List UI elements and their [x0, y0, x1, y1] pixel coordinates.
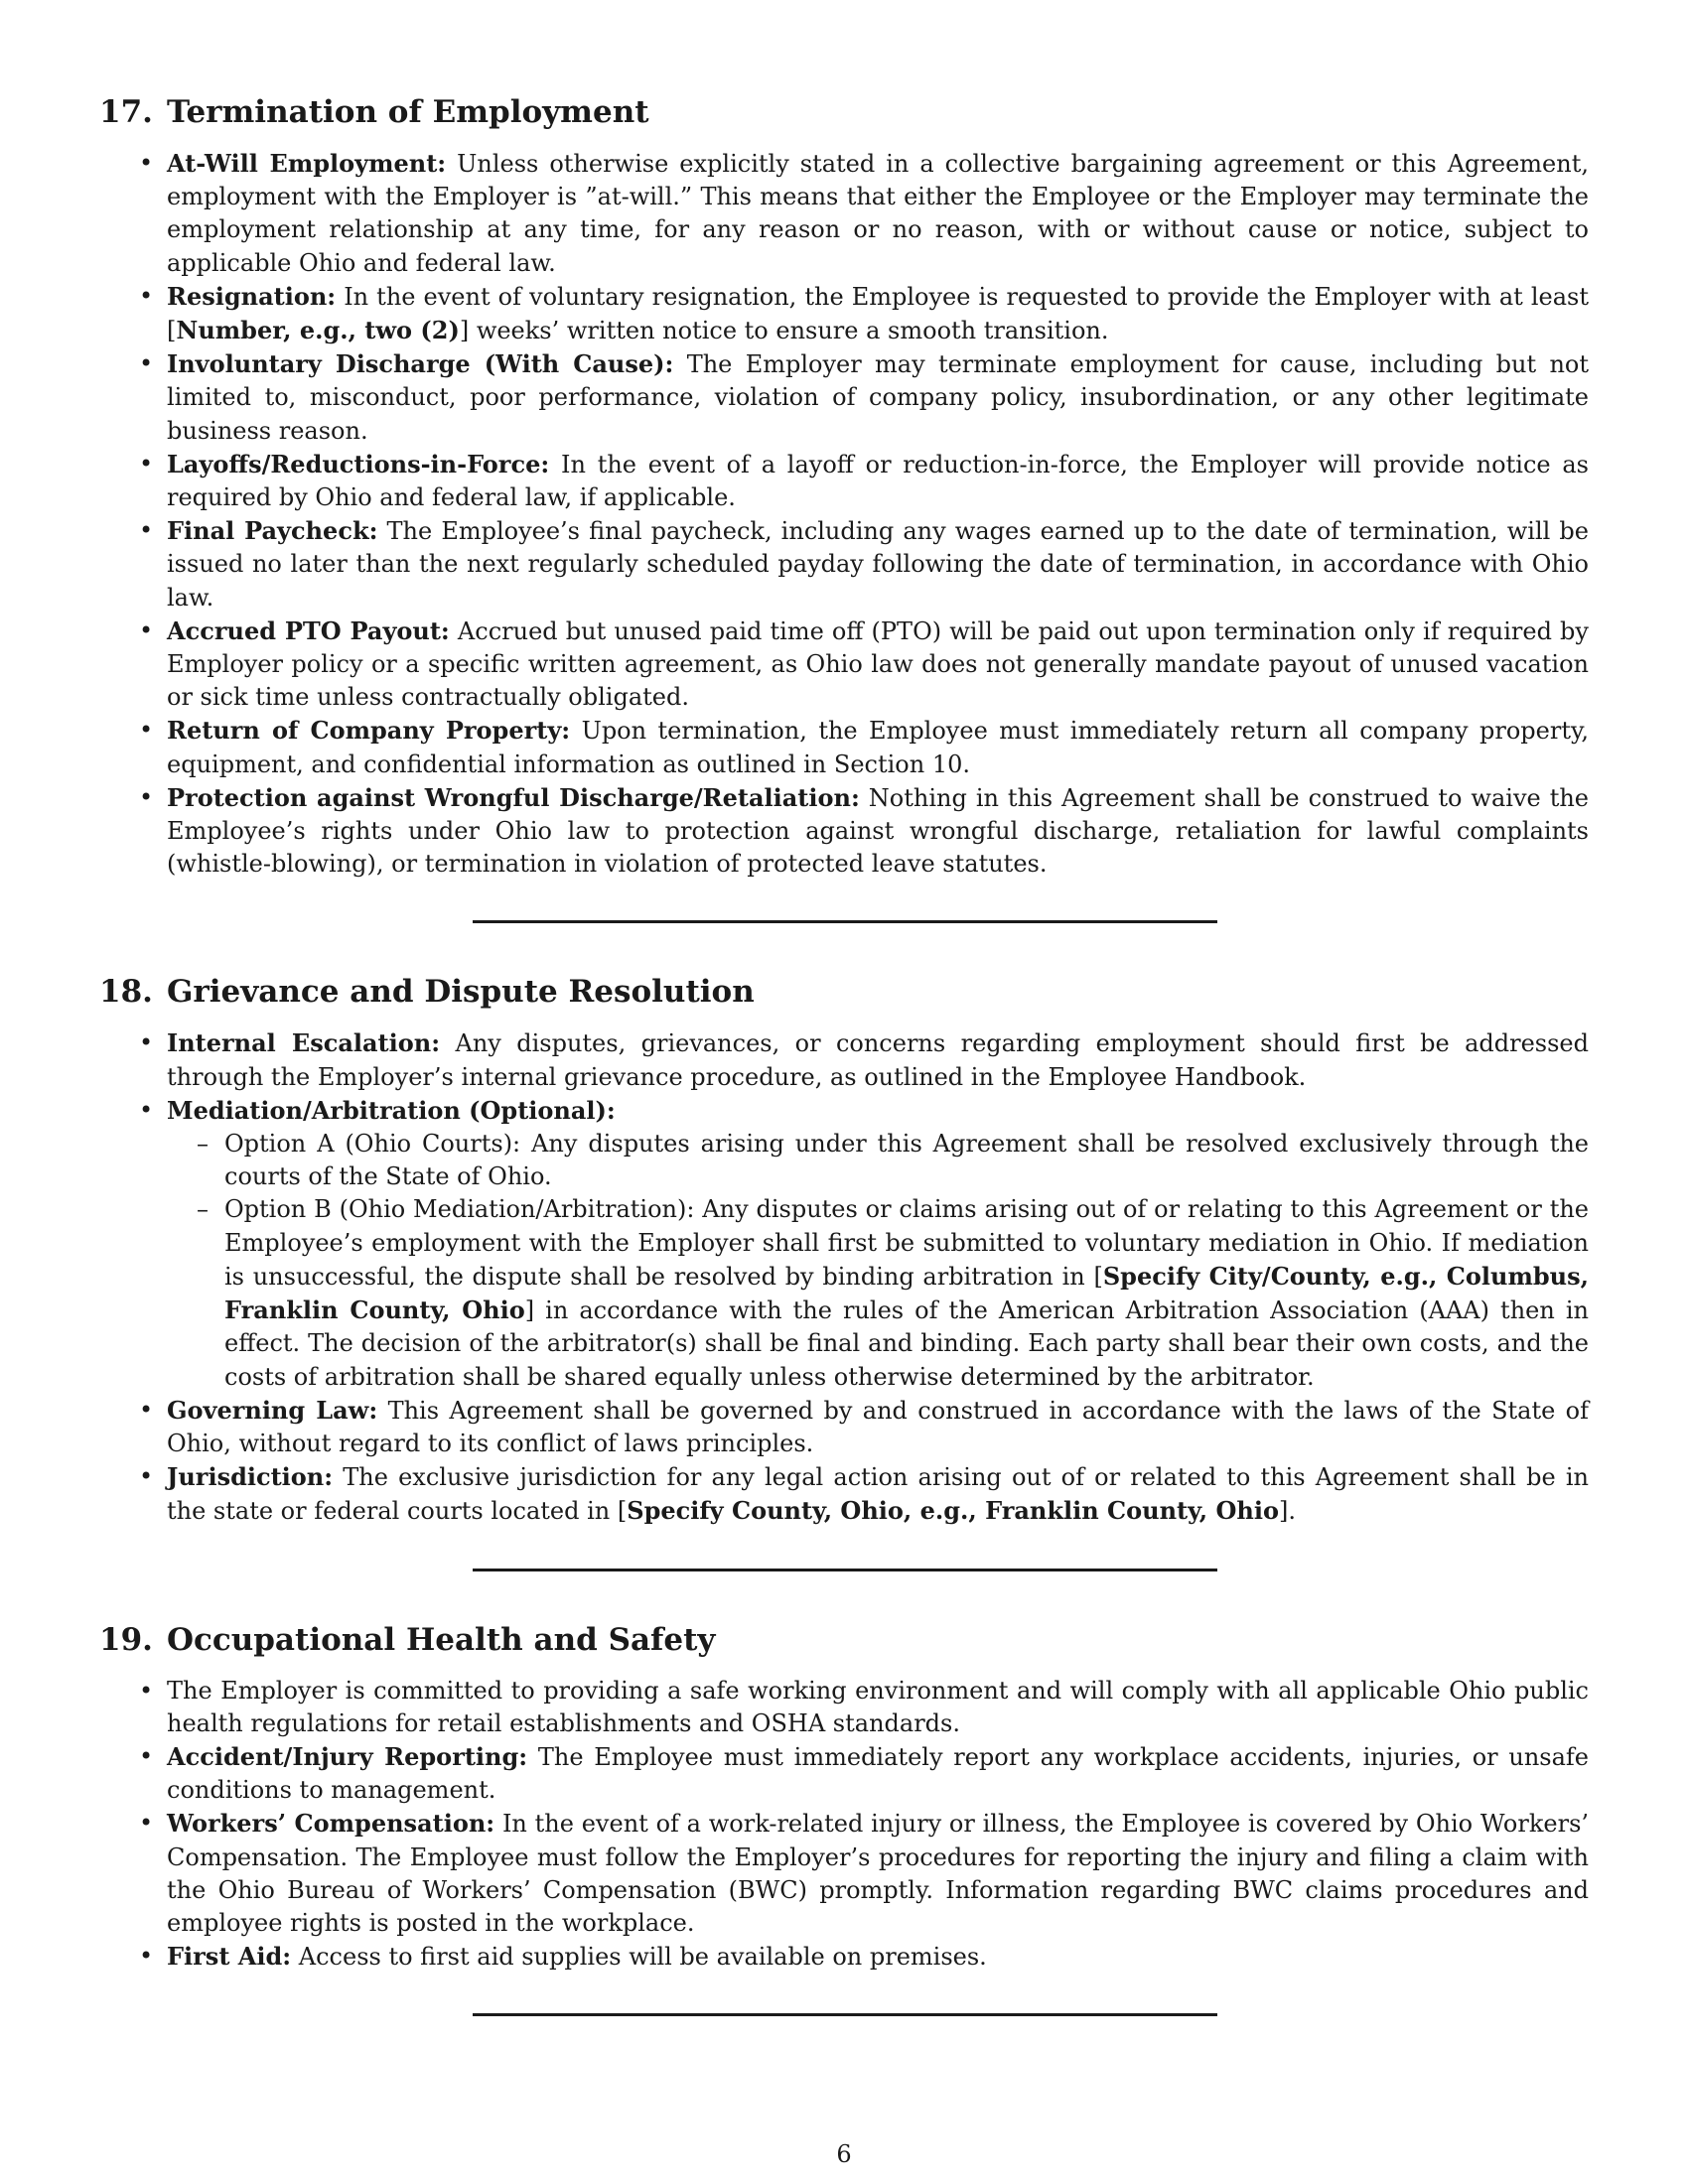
- list-item: [167, 614, 1589, 715]
- list-item: [167, 448, 1589, 514]
- list-item: [167, 714, 1589, 780]
- list-item: [167, 514, 1589, 614]
- item-label: Mediation/Arbitration (Optional):: [167, 1095, 616, 1125]
- item-label: Involuntary Discharge (With Cause):: [167, 349, 674, 379]
- item-text-continued: weeks’ written notice to ensure a smooth transition.: [476, 317, 1109, 345]
- item-text-continued: .: [1288, 1497, 1296, 1526]
- section-17: [99, 91, 1589, 923]
- item-label: Resignation:: [167, 281, 337, 311]
- item-text: Access to first aid supplies will be available on premises.: [298, 1943, 987, 1972]
- item-text: The exclusive jurisdiction for any legal action arising out of or related to this Agreement shall be in the state or federal courts located in: [167, 1463, 1589, 1526]
- item-text: This Agreement shall be governed by and construed in accordance with the laws of the State of Ohio, without regard to its conflict of laws principles.: [167, 1396, 1589, 1457]
- item-text: Unless otherwise explicitly stated in a collective bargaining agreement or this Agreement, employment with the Employer is ”at-will.” This means that either the Employee or the Employer may terminate the employment relationship at any time, for any reason or no reason, with or without cause or notice, subject to applicable Ohio and federal law.: [167, 150, 1589, 277]
- item-label: First Aid:: [167, 1942, 292, 1972]
- section-divider: [473, 2013, 1217, 2016]
- item-text: The Employee must immediately report any workplace accidents, injuries, or unsafe conditions to management.: [167, 1742, 1589, 1805]
- item-label: At-Will Employment:: [167, 149, 447, 178]
- list-item: [167, 147, 1589, 280]
- item-text: Accrued but unused paid time off (PTO) will be paid out upon termination only if required by Employer policy or a specific written agreement, as Ohio law does not generally mandate payout of unused vacation or sick time unless contractually obligated.: [167, 616, 1589, 712]
- section-number: 19.: [99, 1621, 153, 1658]
- section-19: [99, 1619, 1589, 2017]
- item-label: Accident/Injury Reporting:: [167, 1741, 528, 1771]
- page-number: 6: [836, 2140, 852, 2168]
- item-text: The Employer may terminate employment for cause, including but not limited to, misconduct, poor performance, violation of company policy, insubordination, or any other legitimate business reason.: [167, 350, 1590, 445]
- item-label: Workers’ Compensation:: [167, 1809, 495, 1839]
- placeholder-field: Specify County, Ohio, e.g., Franklin County, Ohio: [627, 1496, 1279, 1526]
- section-heading: [99, 971, 1589, 1013]
- option-item: – Option B (Ohio Mediation/Arbitration): Any disputes or claims arising out of or relating to this Agreement or the Employee’s employment with the Employer shall first be submitted to voluntary mediation in Ohio. If mediation is unsuccessful, the dispute shall be resolved by binding arbitration in [Specify City/County, e.g., Columbus, Franklin County, Ohio] in accordance with the rules of the American Arbitration Association (AAA) then in effect. The decision of the arbitrator(s) shall be final and binding. Each party shall bear their own costs, and the costs of arbitration shall be shared equally unless otherwise determined by the arbitrator.: [224, 1193, 1589, 1393]
- list-item: [167, 347, 1589, 448]
- list-item: [167, 1394, 1589, 1460]
- section-title: Occupational Health and Safety: [166, 1621, 716, 1658]
- item-text: In the event of a layoff or reduction-in-force, the Employer will provide notice as required by Ohio and federal law, if applicable.: [167, 450, 1589, 512]
- list-item: • Resignation: In the event of voluntary resignation, the Employee is requested to provide the Employer with at least [Number, e.g., two (2)] weeks’ written notice to ensure a smooth transition.: [167, 280, 1589, 347]
- item-text: In the event of voluntary resignation, the Employee is requested to provide the Employer with at least: [344, 282, 1589, 311]
- list-item: [167, 1094, 1589, 1394]
- bullet-list: [99, 1026, 1589, 1528]
- item-text: Any disputes, grievances, or concerns regarding employment should first be addressed through the Employer’s internal grievance procedure, as outlined in the Employee Handbook.: [167, 1029, 1589, 1091]
- section-divider: [473, 920, 1217, 923]
- list-item: [167, 1940, 1589, 1974]
- bullet-list: [99, 147, 1589, 881]
- section-18: [99, 971, 1589, 1570]
- item-label: Layoffs/Reductions-in-Force:: [167, 449, 550, 478]
- item-text: Nothing in this Agreement shall be construed to waive the Employee’s rights under Ohio law to protection against wrongful discharge, retaliation for lawful complaints (whistle-blowing), or termination in violation of protected leave statutes.: [167, 783, 1589, 879]
- section-title: Termination of Employment: [166, 94, 649, 130]
- list-item: [167, 781, 1589, 882]
- item-label: Accrued PTO Payout:: [167, 615, 450, 645]
- list-item: • Jurisdiction: The exclusive jurisdiction for any legal action arising out of or related to this Agreement shall be in the state or federal courts located in [Specify County, Ohio, e.g., Franklin County, Ohio].: [167, 1460, 1589, 1528]
- document-page: [99, 91, 1589, 2016]
- section-heading: [99, 1619, 1589, 1661]
- item-text: In the event of a work-related injury or illness, the Employee is covered by Ohio Workers’ Compensation. The Employee must follow the Employer’s procedures for reporting the injury and filing a claim with the Ohio Bureau of Workers’ Compensation (BWC) promptly. Information regarding BWC claims procedures and employee rights is posted in the workplace.: [167, 1810, 1590, 1937]
- item-text: Upon termination, the Employee must immediately return all company property, equipment, and confidential information as outlined in Section 10.: [167, 717, 1589, 778]
- item-text: The Employee’s final paycheck, including any wages earned up to the date of termination, will be issued no later than the next regularly scheduled payday following the date of termination, in accordance with Ohio law.: [167, 517, 1589, 612]
- section-number: 17.: [99, 94, 153, 130]
- option-list: [167, 1128, 1589, 1394]
- item-label: Protection against Wrongful Discharge/Retaliation:: [167, 782, 860, 812]
- option-text: Option B (Ohio Mediation/Arbitration): Any disputes or claims arising out of or relating to this Agreement or the Employee’s employment with the Employer shall first be submitted to voluntary mediation in Ohio. If mediation is unsuccessful, the dispute shall be resolved by binding arbitration in: [224, 1195, 1589, 1291]
- placeholder-field: Specify City/County, e.g., Columbus, Franklin County, Ohio: [224, 1261, 1589, 1325]
- list-item: [167, 1807, 1589, 1940]
- item-label: Jurisdiction:: [167, 1462, 334, 1492]
- list-item: [167, 1740, 1589, 1807]
- item-text: The Employer is committed to providing a safe working environment and will comply with all applicable Ohio public health regulations for retail establishments and OSHA standards.: [167, 1676, 1589, 1737]
- item-label: Internal Escalation:: [167, 1028, 441, 1058]
- section-number: 18.: [99, 974, 153, 1011]
- option-item: [224, 1128, 1589, 1193]
- section-title: Grievance and Dispute Resolution: [166, 974, 755, 1011]
- item-label: Governing Law:: [167, 1395, 378, 1425]
- option-text: Option A (Ohio Courts): Any disputes arising under this Agreement shall be resolved exclusively through the courts of the State of Ohio.: [224, 1130, 1589, 1191]
- list-item: [167, 1026, 1589, 1093]
- bullet-list: [99, 1675, 1589, 1975]
- list-item: [167, 1675, 1589, 1740]
- item-label: Final Paycheck:: [167, 516, 378, 546]
- section-heading: [99, 91, 1589, 133]
- placeholder-field: Number, e.g., two (2): [176, 316, 460, 345]
- option-text-continued: in accordance with the rules of the American Arbitration Association (AAA) then in effect. The decision of the arbitrator(s) shall be final and binding. Each party shall bear their own costs, and the costs of arbitration shall be shared equally unless otherwise determined by the arbitrator.: [224, 1297, 1589, 1391]
- item-label: Return of Company Property:: [167, 716, 571, 746]
- section-divider: [473, 1569, 1217, 1571]
